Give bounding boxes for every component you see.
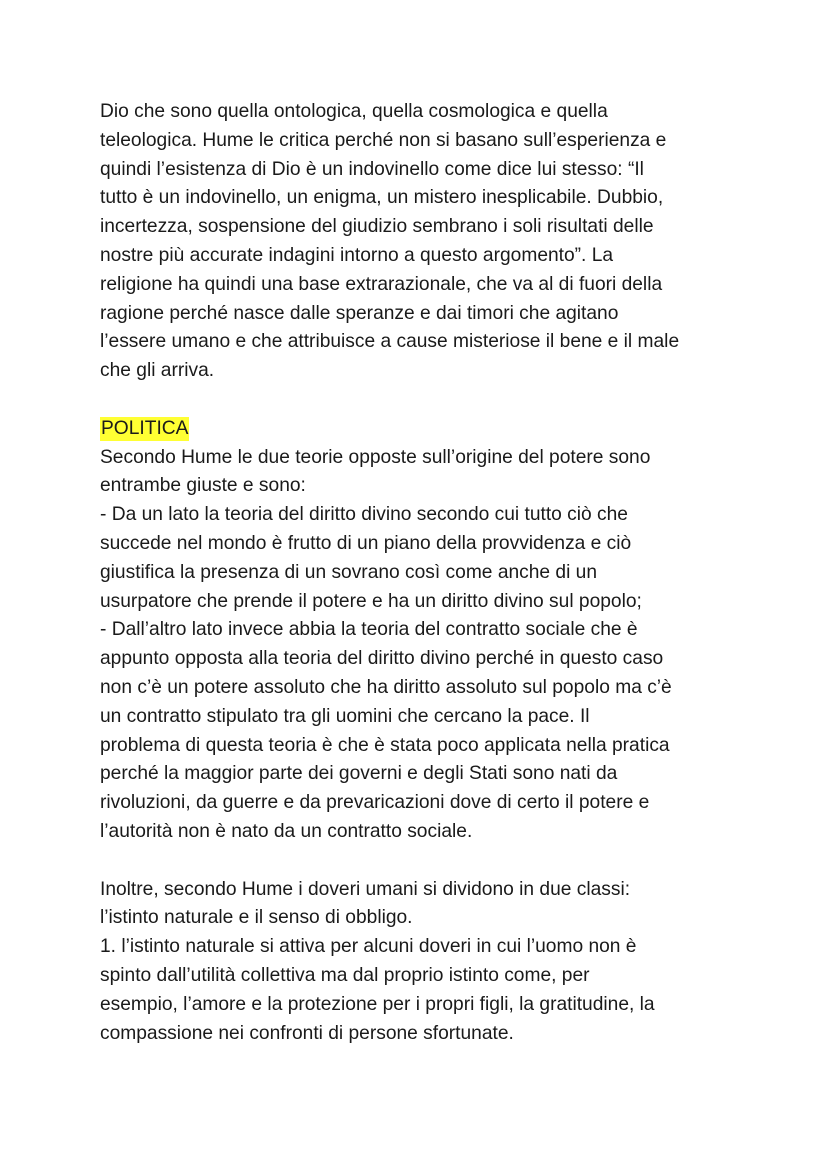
text-line: teleologica. Hume le critica perché non si basano sull’esperienza e [100,129,667,151]
text-line: l’istinto naturale e il senso di obbligo. [100,907,413,929]
text-line: Secondo Hume le due teorie opposte sull’origine del potere sono [100,446,651,468]
text-line: 1. l’istinto naturale si attiva per alcuni doveri in cui l’uomo non è [100,936,637,958]
text-line: che gli arriva. [100,360,215,382]
text-line: usurpatore che prende il potere e ha un diritto divino sul popolo; [100,590,642,612]
text-line: succede nel mondo è frutto di un piano della provvidenza e ciò [100,532,632,554]
document-body [100,98,740,1048]
text-line: ragione perché nasce dalle speranze e dai timori che agitano [100,302,619,324]
paragraph-gap [100,847,740,876]
text-line: appunto opposta alla teoria del diritto divino perché in questo caso [100,648,664,670]
text-line: quindi l’esistenza di Dio è un indovinello come dice lui stesso: “Il [100,158,644,180]
paragraph-politics [100,444,740,847]
section-heading-line [100,415,740,444]
text-line: entrambe giuste e sono: [100,475,306,497]
text-line: compassione nei confronti di persone sfortunate. [100,1022,514,1044]
text-line: l’autorità non è nato da un contratto sociale. [100,820,473,842]
text-line: non c’è un potere assoluto che ha diritto assoluto sul popolo ma c’è [100,676,672,698]
paragraph-religion [100,98,740,386]
text-line: religione ha quindi una base extrarazionale, che va al di fuori della [100,273,663,295]
text-line: l’essere umano e che attribuisce a cause misteriose il bene e il male [100,331,680,353]
text-line: problema di questa teoria è che è stata poco applicata nella pratica [100,734,670,756]
text-line: esempio, l’amore e la protezione per i propri figli, la gratitudine, la [100,993,655,1015]
text-line: Dio che sono quella ontologica, quella cosmologica e quella [100,101,608,122]
text-line: perché la maggior parte dei governi e degli Stati sono nati da [100,763,618,785]
text-line: Inoltre, secondo Hume i doveri umani si dividono in due classi: [100,878,631,900]
text-line: - Dall’altro lato invece abbia la teoria del contratto sociale che è [100,619,638,641]
text-line: tutto è un indovinello, un enigma, un mistero inesplicabile. Dubbio, [100,187,664,209]
paragraph-duties [100,876,740,1049]
text-line: nostre più accurate indagini intorno a questo argomento”. La [100,244,614,266]
section-heading-politica: POLITICA [101,417,189,439]
paragraph-gap [100,386,740,415]
text-line: un contratto stipulato tra gli uomini che cercano la pace. Il [100,705,590,727]
text-line: giustifica la presenza di un sovrano così come anche di un [100,561,598,583]
text-line: - Da un lato la teoria del diritto divino secondo cui tutto ciò che [100,504,628,526]
text-line: rivoluzioni, da guerre e da prevaricazioni dove di certo il potere e [100,792,650,814]
text-line: spinto dall’utilità collettiva ma dal proprio istinto come, per [100,964,590,986]
text-line: incertezza, sospensione del giudizio sembrano i soli risultati delle [100,216,654,238]
